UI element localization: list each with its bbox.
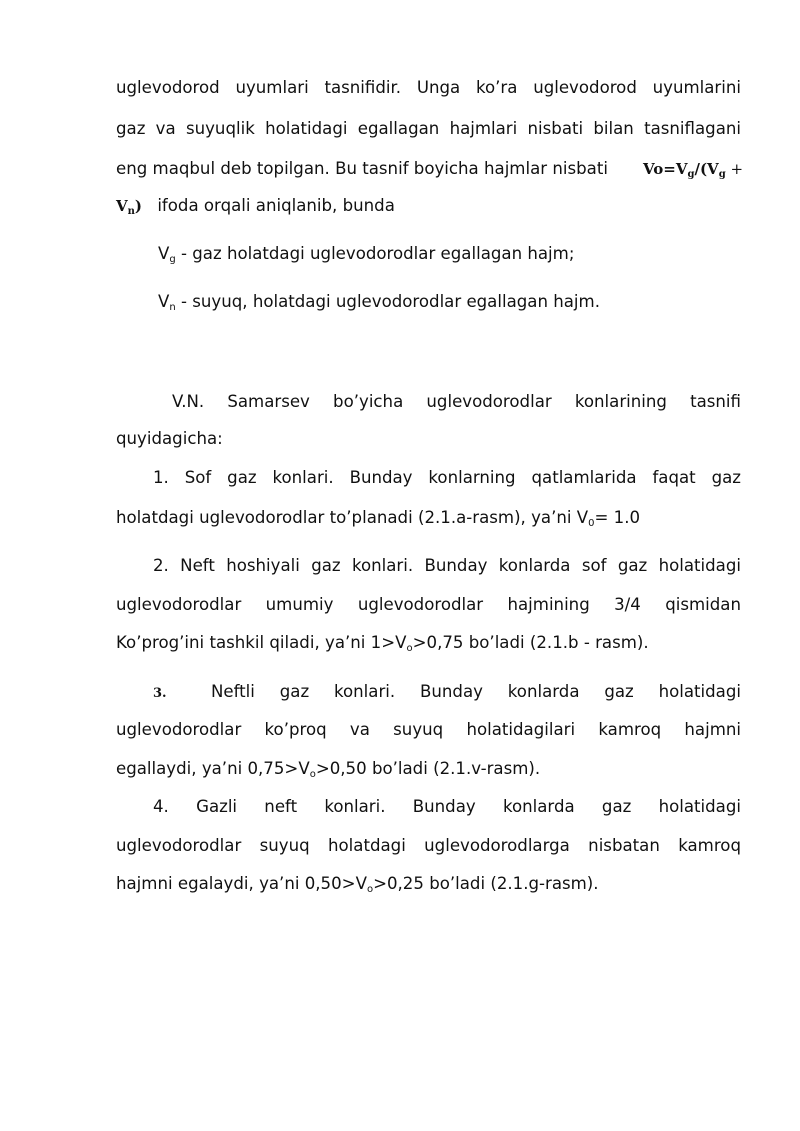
intro-line-1: uglevodorod uyumlari tasnifidir. Unga ko’ra uglevodorod uyumlarini <box>116 78 741 97</box>
item-3-line-1-text: Neftli gaz konlari. Bunday konlarda gaz holatidagi <box>211 682 741 701</box>
item-3-line-2: uglevodorodlar ko’proq va suyuq holatidagilari kamroq hajmni <box>116 720 741 739</box>
item-3-line-1 <box>153 681 741 705</box>
formula-continuation: $V_n$) <box>116 197 143 217</box>
definition-vn: $V_n$ - suyuq, holatdagi uglevodorodlar egallagan hajm. <box>158 292 600 313</box>
samarsev-line-1: V.N. Samarsev bo’yicha uglevodorodlar konlarining tasnifi <box>172 392 741 411</box>
intro-line-3 <box>116 158 744 180</box>
intro-line-4 <box>116 195 741 217</box>
formula: $Vo=V_g/(V_g$ + <box>643 160 744 180</box>
item-4-line-1: 4. Gazli neft konlari. Bunday konlarda gaz holatidagi <box>153 797 741 816</box>
intro-line-4-text: ifoda orqali aniqlanib, bunda <box>157 196 395 215</box>
item-2-line-3: Ko’prog’ini tashkil qiladi, ya’ni $1>V_o>0,75$ bo’ladi (2.1.b - rasm). <box>116 633 649 654</box>
samarsev-line-2: quyidagicha: <box>116 429 223 448</box>
item-1-line-2: holatdagi uglevodorodlar to’planadi (2.1.a-rasm), ya’ni $V_0= 1.0$ <box>116 508 641 529</box>
item-2-line-2: uglevodorodlar umumiy uglevodorodlar hajmining 3/4 qismidan <box>116 595 741 614</box>
item-1-line-1: 1. Sof gaz konlari. Bunday konlarning qatlamlarida faqat gaz <box>153 468 741 487</box>
item-2-line-1: 2. Neft hoshiyali gaz konlari. Bunday konlarda sof gaz holatidagi <box>153 556 741 575</box>
item-3-line-3: egallaydi, ya’ni $0,75>V_o>0,50$ bo’ladi (2.1.v-rasm). <box>116 759 541 780</box>
item-4-line-2: uglevodorodlar suyuq holatdagi uglevodorodlarga nisbatan kamroq <box>116 836 741 855</box>
intro-line-3-text: eng maqbul deb topilgan. Bu tasnif boyicha hajmlar nisbati <box>116 159 608 178</box>
intro-line-2: gaz va suyuqlik holatidagi egallagan hajmlari nisbati bilan tasniflagani <box>116 119 741 138</box>
item-4-line-3: hajmni egalaydi, ya’ni $0,50>V_o>0,25$ bo’ladi (2.1.g-rasm). <box>116 874 599 895</box>
definition-vg: $V_g$ - gaz holatdagi uglevodorodlar egallagan hajm; <box>158 244 575 265</box>
item-3-number: 3. <box>153 686 167 701</box>
